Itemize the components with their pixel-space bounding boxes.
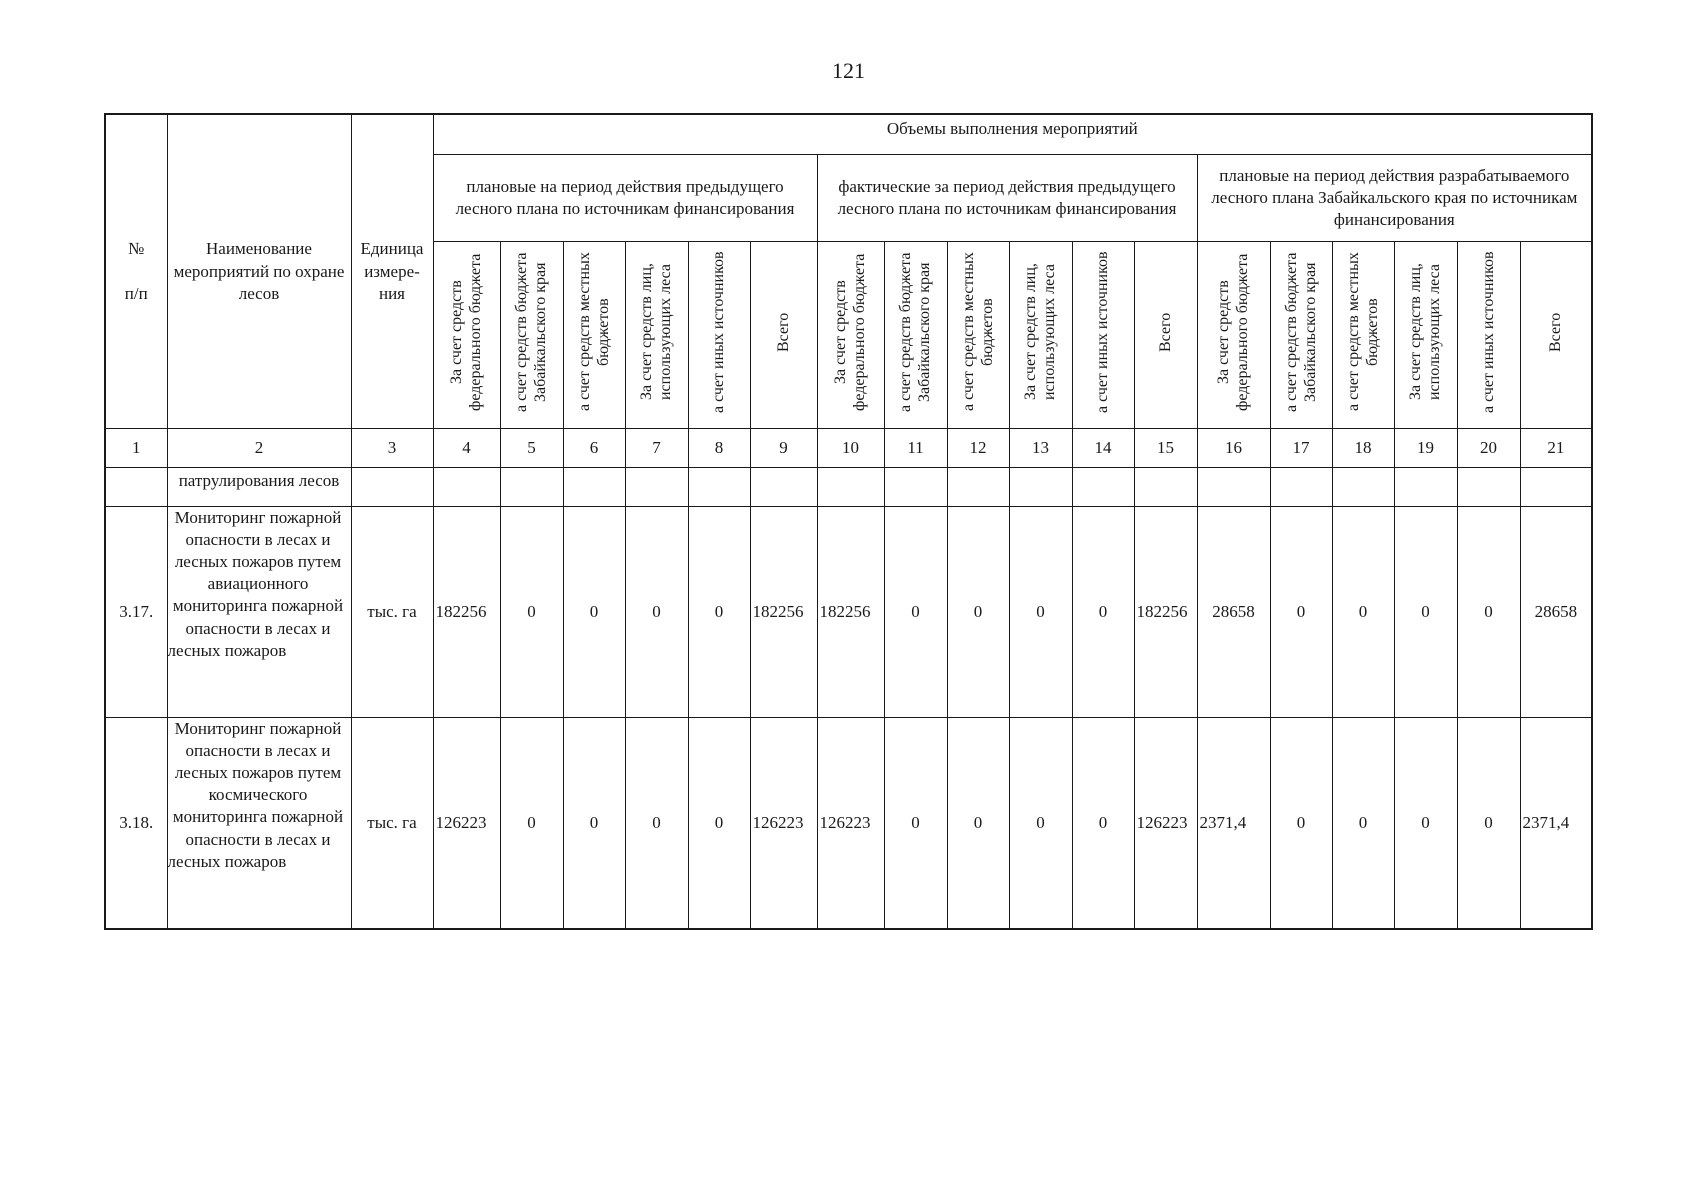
- subheader-label: Всего: [1547, 312, 1565, 352]
- value-cell: 0: [947, 718, 1009, 930]
- subheader-cell: [500, 242, 563, 429]
- column-number: 15: [1134, 429, 1197, 468]
- subheader-label: За счет средств лиц, использующих леса: [638, 263, 675, 401]
- value-cell: 126223: [817, 718, 884, 930]
- row-number: [105, 468, 167, 507]
- column-number: 1: [105, 429, 167, 468]
- column-number: 10: [817, 429, 884, 468]
- subheader-cell: [947, 242, 1009, 429]
- column-number: 3: [351, 429, 433, 468]
- column-number: 16: [1197, 429, 1270, 468]
- value-cell: [688, 468, 750, 507]
- value-cell: 0: [1009, 718, 1072, 930]
- value-cell: [1197, 468, 1270, 507]
- value-cell: 28658: [1197, 507, 1270, 718]
- subheader-label: Всего: [1156, 312, 1174, 352]
- subheader-label: Всего: [774, 312, 792, 352]
- subheader-cell: [1394, 242, 1457, 429]
- value-cell: 0: [1009, 507, 1072, 718]
- measure-name: патрулирования лесов: [167, 468, 351, 507]
- header-row-1: [105, 114, 1592, 155]
- value-cell: [1270, 468, 1332, 507]
- subheader-label: За счет средств федерального бюджета: [448, 253, 485, 411]
- column-number: 13: [1009, 429, 1072, 468]
- value-cell: 0: [563, 718, 625, 930]
- subheader-label: а счет иных источников: [1094, 251, 1112, 413]
- subheader-cell: [1270, 242, 1332, 429]
- value-cell: 2371,4: [1520, 718, 1592, 930]
- measure-unit: тыс. га: [351, 718, 433, 930]
- subheader-cell: [817, 242, 884, 429]
- subheader-label: За счет средств лиц, использующих леса: [1407, 263, 1444, 401]
- subheader-label: а счет средств бюджета Забайкальского края: [1282, 252, 1319, 412]
- header-group-actual-previous: фактические за период действия предыдущего лесного плана по источникам финансирования: [817, 155, 1197, 242]
- header-volumes: Объемы выполнения мероприятий: [433, 114, 1592, 155]
- value-cell: 0: [884, 718, 947, 930]
- column-number: 12: [947, 429, 1009, 468]
- column-number: 9: [750, 429, 817, 468]
- value-cell: [1134, 468, 1197, 507]
- column-number: 20: [1457, 429, 1520, 468]
- row-number: 3.17.: [105, 507, 167, 718]
- value-cell: [884, 468, 947, 507]
- value-cell: [1394, 468, 1457, 507]
- subheader-cell: [750, 242, 817, 429]
- measure-name: Мониторинг пожарной опасности в лесах и лесных пожаров путем авиационного мониторинга пожарной опасности в лесах и лесных пожаров: [167, 507, 351, 718]
- value-cell: [500, 468, 563, 507]
- value-cell: 126223: [750, 718, 817, 930]
- row-number: 3.18.: [105, 718, 167, 930]
- column-number: 7: [625, 429, 688, 468]
- column-number: 14: [1072, 429, 1134, 468]
- value-cell: 0: [1270, 718, 1332, 930]
- measure-unit: [351, 468, 433, 507]
- value-cell: 182256: [817, 507, 884, 718]
- column-number: 8: [688, 429, 750, 468]
- column-number: 19: [1394, 429, 1457, 468]
- subheader-cell: [1072, 242, 1134, 429]
- value-cell: 0: [688, 718, 750, 930]
- column-number: 4: [433, 429, 500, 468]
- column-number: 11: [884, 429, 947, 468]
- column-number-row: [105, 429, 1592, 468]
- header-no: № п/п: [105, 114, 167, 429]
- column-number: 6: [563, 429, 625, 468]
- subheader-label: За счет средств федерального бюджета: [832, 253, 869, 411]
- subheader-label: За счет средств федерального бюджета: [1215, 253, 1252, 411]
- value-cell: 2371,4: [1197, 718, 1270, 930]
- header-group-planned-new: плановые на период действия разрабатываемого лесного плана Забайкальского края по источникам финансирования: [1197, 155, 1592, 242]
- value-cell: [1072, 468, 1134, 507]
- value-cell: 182256: [1134, 507, 1197, 718]
- value-cell: 0: [1332, 718, 1394, 930]
- value-cell: [625, 468, 688, 507]
- subheader-cell: [563, 242, 625, 429]
- value-cell: [750, 468, 817, 507]
- page-number: 121: [832, 58, 865, 83]
- subheader-cell: [433, 242, 500, 429]
- value-cell: [1457, 468, 1520, 507]
- measure-name: Мониторинг пожарной опасности в лесах и лесных пожаров путем космического мониторинга пожарной опасности в лесах и лесных пожаров: [167, 718, 351, 930]
- value-cell: [947, 468, 1009, 507]
- value-cell: 126223: [1134, 718, 1197, 930]
- value-cell: 0: [884, 507, 947, 718]
- table-row: [105, 507, 1592, 718]
- value-cell: [433, 468, 500, 507]
- column-number: 17: [1270, 429, 1332, 468]
- value-cell: 0: [1072, 507, 1134, 718]
- value-cell: 126223: [433, 718, 500, 930]
- value-cell: 0: [563, 507, 625, 718]
- value-cell: 0: [1457, 718, 1520, 930]
- column-number: 21: [1520, 429, 1592, 468]
- value-cell: 0: [625, 718, 688, 930]
- table-row: [105, 718, 1592, 930]
- subheader-cell: [688, 242, 750, 429]
- subheader-cell: [884, 242, 947, 429]
- subheader-label: а счет иных источников: [1479, 251, 1497, 413]
- subheader-label: а счет средств местных бюджетов: [1344, 252, 1381, 412]
- subheader-cell: [1332, 242, 1394, 429]
- value-cell: 0: [1270, 507, 1332, 718]
- header-group-planned-previous: плановые на период действия предыдущего лесного плана по источникам финансирования: [433, 155, 817, 242]
- value-cell: 0: [500, 507, 563, 718]
- value-cell: 0: [1394, 718, 1457, 930]
- value-cell: [1332, 468, 1394, 507]
- subheader-label: а счет иных источников: [710, 251, 728, 413]
- value-cell: 0: [688, 507, 750, 718]
- header-name: Наименование мероприятий по охране лесов: [167, 114, 351, 429]
- subheader-label: а счет средств бюджета Забайкальского края: [513, 252, 550, 412]
- forest-protection-table: [104, 113, 1593, 930]
- value-cell: 28658: [1520, 507, 1592, 718]
- value-cell: [563, 468, 625, 507]
- value-cell: 0: [1394, 507, 1457, 718]
- subheader-cell: [1520, 242, 1592, 429]
- subheader-label: а счет средств местных бюджетов: [959, 252, 996, 412]
- subheader-cell: [1457, 242, 1520, 429]
- value-cell: 0: [947, 507, 1009, 718]
- subheader-label: а счет средств бюджета Забайкальского края: [897, 252, 934, 412]
- value-cell: [1009, 468, 1072, 507]
- value-cell: [817, 468, 884, 507]
- measure-unit: тыс. га: [351, 507, 433, 718]
- value-cell: [1520, 468, 1592, 507]
- table-row: [105, 468, 1592, 507]
- value-cell: 182256: [433, 507, 500, 718]
- header-unit: Единица измере-ния: [351, 114, 433, 429]
- value-cell: 182256: [750, 507, 817, 718]
- value-cell: 0: [1072, 718, 1134, 930]
- value-cell: 0: [500, 718, 563, 930]
- value-cell: 0: [625, 507, 688, 718]
- value-cell: 0: [1332, 507, 1394, 718]
- subheader-cell: [625, 242, 688, 429]
- subheader-label: За счет средств лиц, использующих леса: [1022, 263, 1059, 401]
- value-cell: 0: [1457, 507, 1520, 718]
- subheader-cell: [1197, 242, 1270, 429]
- column-number: 5: [500, 429, 563, 468]
- column-number: 2: [167, 429, 351, 468]
- subheader-label: а счет средств местных бюджетов: [575, 252, 612, 412]
- subheader-cell: [1134, 242, 1197, 429]
- column-number: 18: [1332, 429, 1394, 468]
- subheader-cell: [1009, 242, 1072, 429]
